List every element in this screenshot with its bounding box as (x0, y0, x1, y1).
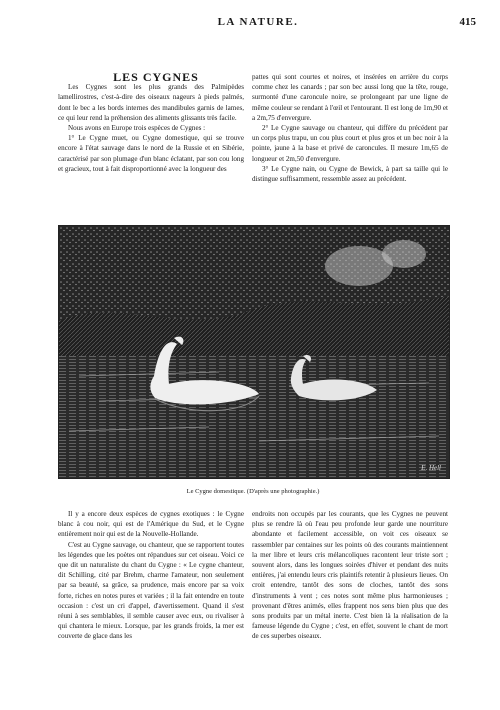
paragraph: Les Cygnes sont les plus grands des Palmipèdes lamellirostres, c'est-à-dire des oiseaux nageurs à pieds palmés, dont le bec a les bords internes des mandibules garnis de lames, ce qui leur rend la préhension des aliments glissants très facile. (58, 83, 244, 122)
journal-name: LA NATURE. (217, 16, 299, 28)
article-title: LES CYGNES (113, 70, 199, 84)
paragraph: 1° Le Cygne muet, ou Cygne domestique, qui se trouve encore à l'état sauvage dans le nord de la Russie et en Sibérie, caractérisé par son plumage d'un blanc éclatant, par son cou long et gracieux, tout à fait disproportionné avec la longueur des (58, 134, 244, 173)
engraving-art (59, 226, 449, 478)
paragraph: Il y a encore deux espèces de cygnes exotiques : le Cygne blanc à cou noir, qui est de l'Amérique du Sud, et le Cygne entièrement noir qui est de la Nouvelle-Hollande. (58, 510, 244, 539)
figure-caption: Le Cygne domestique. (D'après une photographie.) (186, 488, 320, 495)
running-head (40, 16, 476, 30)
column-top-right (252, 72, 448, 184)
paragraph: endroits non occupés par les courants, que les Cygnes ne peuvent plus se rendre là où l'eau peu profonde leur garde une nourriture abondante et facilement accessible, on voit ces oiseaux se rassembler par centaines sur les points où des courants maintiennent la mer libre et leurs cris mélancoliques racontent leur triste sort ; souvent alors, dans les longues soirées d'hiver et pendant des nuits entières, j'ai entendu leurs cris plaintifs retentir à plusieurs lieues. On croit entendre, tantôt des sons de cloches, tantôt des sons d'instruments à vent ; ces notes sont même plus harmonieuses ; provenant d'êtres animés, elles frappent nos sens bien plus que des sons produits par un métal inerte. C'est bien là la réalisation de la fameuse légende du Cygne ; c'est, en effet, souvent le chant de mort de ces superbes oiseaux. (252, 510, 448, 641)
paragraph: Nous avons en Europe trois espèces de Cygnes : (68, 124, 206, 133)
column-top-left (58, 72, 244, 174)
column-bottom-left (58, 509, 244, 642)
engraver-signature: E. Hell (421, 464, 441, 472)
page-number: 415 (459, 16, 476, 28)
paragraph: 2° Le Cygne sauvage ou chanteur, qui diffère du précédent par un corps plus trapu, un cou plus court et plus gros et un bec noir à la pointe, jaune à la base et privé de caroncules. Il mesure 1m,65 de longueur et 2m,50 d'envergure. (252, 124, 448, 163)
paragraph: C'est au Cygne sauvage, ou chanteur, que se rapportent toutes les légendes que les poètes ont répandues sur cet oiseau. Voici ce que dit un naturaliste du chant du Cygne : « Le cygne chanteur, dit Schilling, cité par Brehm, charme l'amateur, non seulement par sa beauté, sa grâce, sa prudence, mais encore par sa voix forte, riches en notes pures et variées ; il la fait entendre en toute occasion : c'est un cri d'appel, d'avertissement. Quand il s'est réuni à ses semblables, il semble causer avec eux, ou rivaliser à qui chantera le mieux. Lorsque, par les grands froids, la mer est couverte de glace dans les (58, 540, 244, 641)
swan-engraving (58, 225, 450, 479)
water-surface (59, 356, 449, 478)
column-bottom-right (252, 509, 448, 642)
rock (382, 240, 426, 268)
paragraph: 3° Le Cygne nain, ou Cygne de Bewick, à part sa taille qui le distingue suffisamment, ressemble assez au précédent. (252, 164, 448, 184)
paragraph: pattes qui sont courtes et noires, et insérées en arrière du corps comme chez les canards ; par son bec aussi long que la tête, rouge, surmonté d'une caroncule noire, se prolongeant par une ligne de même couleur se rendant à l'œil et l'entourant. Il est long de 1m,90 et a 2m,75 d'envergure. (252, 73, 448, 122)
